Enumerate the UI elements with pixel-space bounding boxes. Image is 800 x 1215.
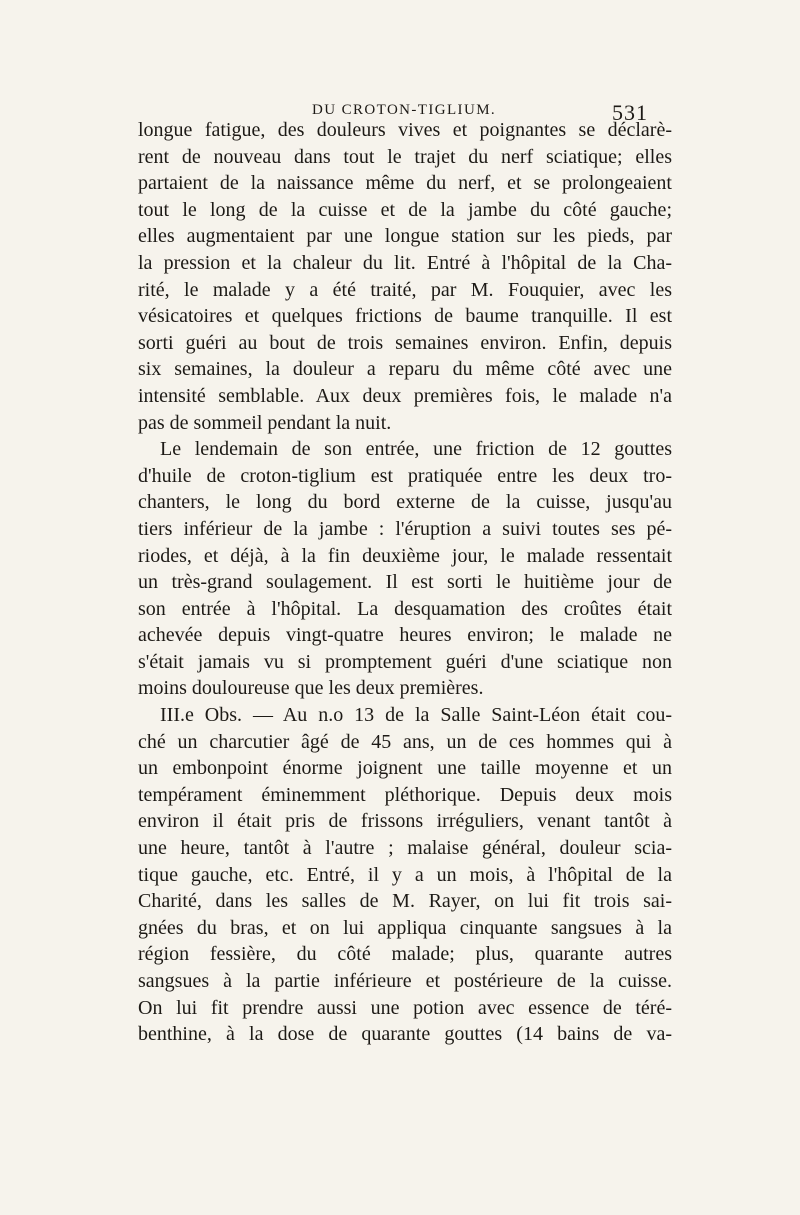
text-line: un très-grand soulagement. Il est sorti le huitième jour de: [138, 571, 672, 594]
text-line: pas de sommeil pendant la nuit.: [138, 411, 392, 434]
text-line: sangsues à la partie inférieure et postérieure de la cuisse.: [138, 970, 672, 992]
text-line: gnées du bras, et on lui appliqua cinquante sangsues à la: [138, 916, 672, 939]
text-line: rité, le malade y a été traité, par M. Fouquier, avec les: [138, 278, 672, 301]
body-text: [138, 117, 672, 1048]
text-line: une heure, tantôt à l'autre ; malaise général, douleur scia-: [138, 837, 672, 860]
text-line: s'était jamais vu si promptement guéri d'une sciatique non: [138, 650, 672, 673]
text-line: sorti guéri au bout de trois semaines environ. Enfin, depuis: [138, 331, 672, 354]
text-line: tout le long de la cuisse et de la jambe du côté gauche;: [138, 198, 672, 221]
text-line: vésicatoires et quelques frictions de baume tranquille. Il est: [138, 305, 672, 328]
text-line: tique gauche, etc. Entré, il y a un mois, à l'hôpital de la: [138, 863, 672, 886]
paragraph-first-line: Le lendemain de son entrée, une friction de 12 gouttes: [160, 438, 672, 461]
text-line: un embonpoint énorme joignent une taille moyenne et un: [138, 757, 672, 780]
text-line: benthine, à la dose de quarante gouttes (14 bains de va-: [138, 1023, 672, 1046]
text-line: longue fatigue, des douleurs vives et poignantes se déclarè-: [138, 119, 672, 141]
text-line: environ il était pris de frissons irréguliers, venant tantôt à: [138, 810, 672, 833]
text-line: six semaines, la douleur a reparu du même côté avec une: [138, 358, 672, 381]
observation-heading-line: III.e Obs. — Au n.o 13 de la Salle Saint-Léon était cou-: [160, 704, 672, 727]
text-line: On lui fit prendre aussi une potion avec essence de téré-: [138, 996, 672, 1019]
text-line: chanters, le long du bord externe de la cuisse, jusqu'au: [138, 491, 672, 514]
text-line: elles augmentaient par une longue station sur les pieds, par: [138, 225, 672, 248]
text-line: d'huile de croton-tiglium est pratiquée entre les deux tro-: [138, 464, 672, 487]
text-line: Charité, dans les salles de M. Rayer, on lui fit trois sai-: [138, 890, 672, 913]
text-line: la pression et la chaleur du lit. Entré à l'hôpital de la Cha-: [138, 251, 672, 274]
text-line: partaient de la naissance même du nerf, et se prolongeaient: [138, 172, 672, 195]
text-line: achevée depuis vingt-quatre heures environ; le malade ne: [138, 624, 672, 647]
text-line: tiers inférieur de la jambe : l'éruption a suivi toutes ses pé-: [138, 517, 672, 540]
text-line: région fessière, du côté malade; plus, quarante autres: [138, 943, 672, 966]
running-title: DU CROTON-TIGLIUM.: [312, 102, 497, 118]
text-line: moins douloureuse que les deux premières.: [138, 677, 484, 700]
text-line: tempérament éminemment pléthorique. Depuis deux mois: [138, 783, 672, 806]
text-line: son entrée à l'hôpital. La desquamation des croûtes était: [138, 597, 672, 620]
text-line: ché un charcutier âgé de 45 ans, un de ces hommes qui à: [138, 730, 672, 753]
page-number: 531: [612, 100, 648, 125]
text-line: intensité semblable. Aux deux premières fois, le malade n'a: [138, 384, 672, 407]
text-line: riodes, et déjà, à la fin deuxième jour, le malade ressentait: [138, 544, 672, 567]
text-line: rent de nouveau dans tout le trajet du nerf sciatique; elles: [138, 145, 672, 168]
